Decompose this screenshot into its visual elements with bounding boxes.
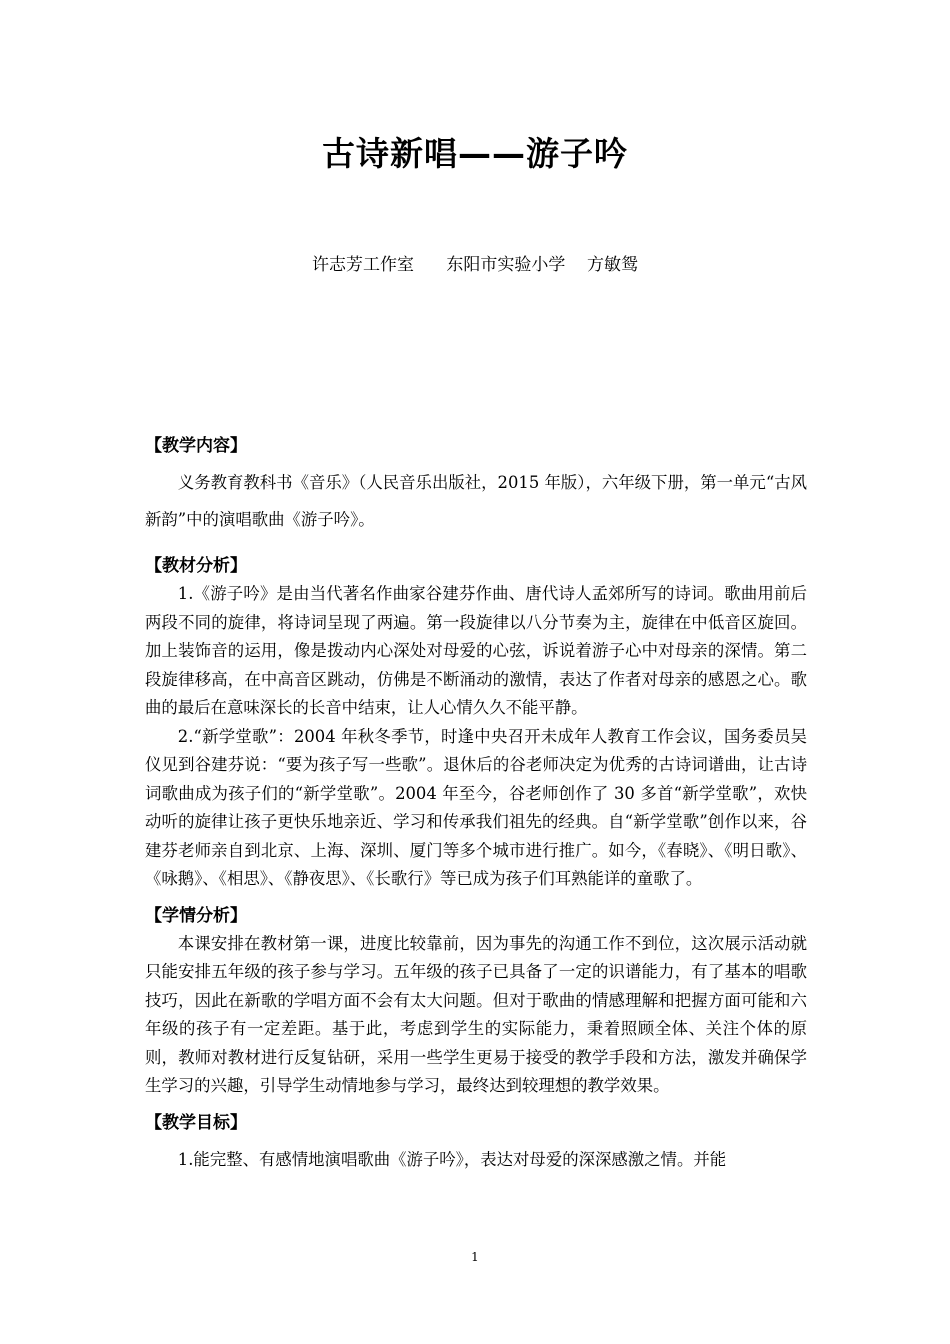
- section-teaching-goals: [145, 1109, 807, 1178]
- document-body: [145, 432, 807, 1178]
- section-gap: [145, 538, 807, 552]
- section-heading: 【教学目标】: [145, 1112, 247, 1133]
- paragraph: 1.能完整、有感情地演唱歌曲《游子吟》，表达对母爱的深深感激之情。并能: [177, 1149, 727, 1169]
- section-heading: 【教材分析】: [145, 556, 247, 576]
- paragraph: 2.“新学堂歌”：2004 年秋冬季节，时逢中央召开未成年人教育工作会议，国务委员吴仪见到谷建芬说：“要为孩子写一些歌”。退休后的谷老师决定为优秀的古诗词谱曲，让古诗词歌曲成为孩子们的“新学堂歌”。2004 年至今，谷老师创作了 30 多首“新学堂歌”，欢快动听的旋律让孩子更快乐地亲近、学习和传承我们祖先的经典。自“新学堂歌”创作以来，谷建芬老师亲自到北京、上海、深圳、厦门等多个城市进行推广。如今，《春晓》、《明日歌》、《咏鹅》、《相思》、《静夜思》、《长歌行》等已成为孩子们耳熟能详的童歌了。: [145, 726, 807, 888]
- document-title: 古诗新唱——游子吟: [322, 134, 628, 173]
- section-student-analysis: [145, 902, 807, 1101]
- section-material-analysis: [145, 552, 807, 894]
- section-heading: 【学情分析】: [145, 905, 247, 926]
- section-teaching-content: [145, 432, 807, 538]
- author-byline: 许志芳工作室 东阳市实验小学 方敏鸳: [311, 255, 639, 275]
- section-gap: [145, 1101, 807, 1109]
- page-number: 1: [471, 1250, 479, 1264]
- section-gap: [145, 894, 807, 902]
- paragraph: 义务教育教科书《音乐》（人民音乐出版社，2015 年版），六年级下册，第一单元“古风新韵”中的演唱歌曲《游子吟》。: [145, 473, 807, 529]
- paragraph: 1.《游子吟》是由当代著名作曲家谷建芬作曲、唐代诗人孟郊所写的诗词。歌曲用前后两段不同的旋律，将诗词呈现了两遍。第一段旋律以八分节奏为主，旋律在中低音区旋回。加上装饰音的运用，像是拨动内心深处对母爱的心弦，诉说着游子心中对母亲的深情。第二段旋律移高，在中高音区跳动，仿佛是不断涌动的激情，表达了作者对母亲的感恩之心。歌曲的最后在意味深长的长音中结束，让人心情久久不能平静。: [145, 584, 807, 717]
- paragraph: 本课安排在教材第一课，进度比较靠前，因为事先的沟通工作不到位，这次展示活动就只能安排五年级的孩子参与学习。五年级的孩子已具备了一定的识谱能力，有了基本的唱歌技巧，因此在新歌的学唱方面不会有太大问题。但对于歌曲的情感理解和把握方面可能和六年级的孩子有一定差距。基于此，考虑到学生的实际能力，秉着照顾全体、关注个体的原则，教师对教材进行反复钻研，采用一些学生更易于接受的教学手段和方法，激发并确保学生学习的兴趣，引导学生动情地参与学习，最终达到较理想的教学效果。: [145, 933, 807, 1095]
- section-heading: 【教学内容】: [145, 436, 247, 456]
